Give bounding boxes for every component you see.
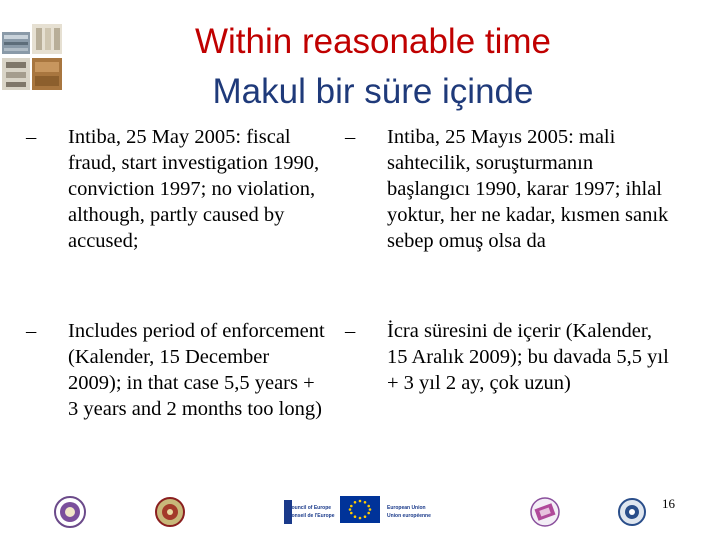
bullet-dash: –	[26, 126, 37, 148]
ministry-seal-icon	[619, 499, 645, 525]
bullet-left-2	[26, 318, 326, 422]
council-of-europe-logo	[284, 500, 335, 524]
page-title-english: Within reasonable time	[195, 22, 551, 61]
coe-line-1: Council of Europe	[288, 505, 332, 511]
bullet-dash: –	[345, 320, 356, 342]
page-number: 16	[662, 496, 675, 511]
bullet-text: Intiba, 25 Mayıs 2005: mali sahtecilik, soruşturmanın başlangıcı 1990, karar 1997; ihlal yoktur, her ne kadar, kısmen sanık sebep omuş olsa da	[387, 126, 669, 252]
justice-academy-logo-icon	[531, 498, 559, 526]
bullet-left-1	[26, 124, 326, 254]
bullet-right-2	[345, 318, 675, 396]
bullet-text: İcra süresini de içerir (Kalender, 15 Aralık 2009); bu davada 5,5 yıl + 3 yıl 2 ay, çok uzun)	[387, 320, 669, 394]
eu-line-2: Union européenne	[387, 513, 431, 519]
court-emblem-icon	[156, 498, 184, 526]
page-title-turkish: Makul bir süre içinde	[212, 72, 534, 111]
university-seal-icon	[55, 497, 85, 527]
coe-line-2: Conseil de l'Europe	[288, 513, 335, 519]
eu-line-1: European Union	[387, 505, 426, 511]
bullet-dash: –	[26, 320, 37, 342]
footer-logos	[0, 492, 720, 532]
bullet-dash: –	[345, 126, 356, 148]
european-union-logo	[387, 505, 431, 519]
bullet-text: Intiba, 25 May 2005: fiscal fraud, start investigation 1990, conviction 1997; no violation, although, partly caused by accused;	[68, 126, 320, 252]
bullet-text: Includes period of enforcement (Kalender, 15 December 2009); in that case 5,5 years + 3 years and 2 months too long)	[68, 320, 325, 420]
eu-flag-icon	[340, 496, 380, 523]
bullet-right-1	[345, 124, 675, 254]
